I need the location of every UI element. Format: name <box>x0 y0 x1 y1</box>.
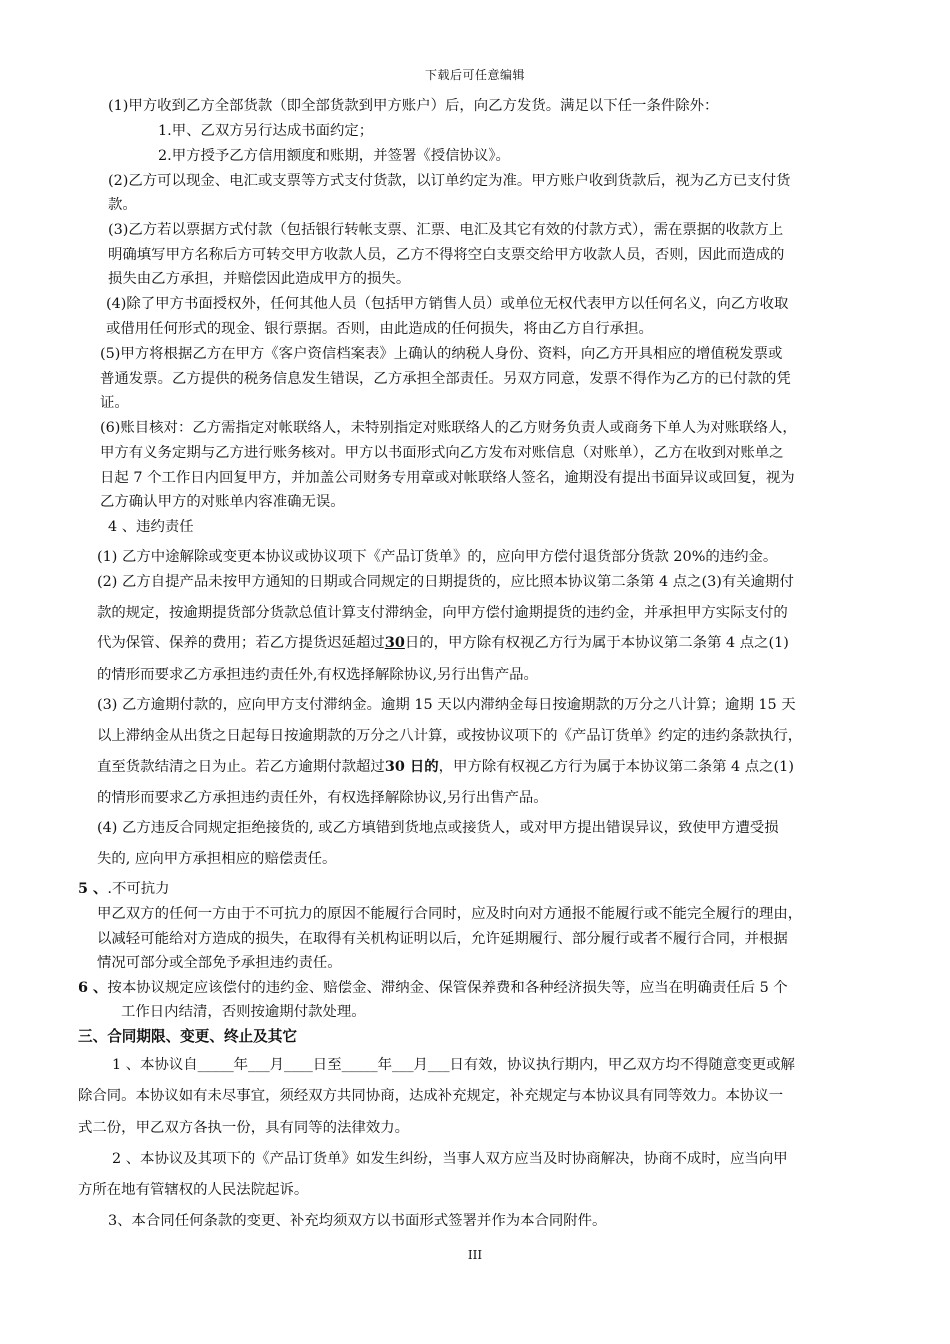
clause-line: (6)账目核对：乙方需指定对帐联络人，未特别指定对账联络人的乙方财务负责人或商务下单人为对账联络人， <box>100 420 797 436</box>
clause-line: 损失由乙方承担，并赔偿因此造成甲方的损失。 <box>108 271 411 287</box>
clause-line: (4) 乙方违反合同规定拒绝接货的, 或乙方填错到货地点或接货人，或对甲方提出错误异议，致使甲方遭受损 <box>97 820 779 836</box>
page-number: III <box>467 1248 483 1262</box>
chapter-heading: 三、合同期限、变更、终止及其它 <box>78 1028 297 1045</box>
clause-line: 1 、本协议自_____年___月____日至_____年___月___日有效，协议执行期内，甲乙双方均不得随意变更或解 <box>112 1057 795 1073</box>
clause-line: 除合同。本协议如有未尽事宜，须经双方共同协商，达成补充规定，补充规定与本协议具有同等效力。本协议一 <box>78 1088 784 1104</box>
clause-line: 款。 <box>108 197 137 213</box>
clause-line: 款的规定，按逾期提货部分货款总值计算支付滞纳金，向甲方偿付逾期提货的违约金，并承担甲方实际支付的 <box>97 605 788 621</box>
clause-line: 式二份，甲乙双方各执一份，具有同等的法律效力。 <box>78 1120 409 1136</box>
clause-line: 日起 7 个工作日内回复甲方，并加盖公司财务专用章或对帐联络人签名，逾期没有提出书面异议或回复，视为 <box>100 470 795 486</box>
overdue-days-emphasis: 30 日的 <box>384 758 439 775</box>
clause-line: (1) 乙方中途解除或变更本协议或协议项下《产品订货单》的，应向甲方偿付退货部分货款 20%的违约金。 <box>97 549 778 565</box>
clause-line: (3)乙方若以票据方式付款（包括银行转帐支票、汇票、电汇及其它有效的付款方式），需在票据的收款方上 <box>108 222 784 238</box>
clause-line: (2)乙方可以现金、电汇或支票等方式支付货款，以订单约定为准。甲方账户收到货款后，视为乙方已支付货 <box>108 173 791 189</box>
overdue-days-emphasis: 30 <box>384 634 405 651</box>
clause-line: 3、本合同任何条款的变更、补充均须双方以书面形式签署并作为本合同附件。 <box>108 1213 607 1229</box>
clause-line: 甲方有义务定期与乙方进行账务核对。甲方以书面形式向乙方发布对账信息（对账单），乙方在收到对账单之 <box>100 445 784 461</box>
section-heading: 5 、.不可抗力 <box>78 880 170 897</box>
clause-line: 6 、按本协议规定应该偿付的违约金、赔偿金、滞纳金、保管保养费和各种经济损失等，应当在明确责任后 5 个 <box>78 979 788 996</box>
clause-line: (3) 乙方逾期付款的，应向甲方支付滞纳金。逾期 15 天以内滞纳金每日按逾期款的万分之八计算；逾期 15 天 <box>97 697 796 713</box>
clause-line: 乙方确认甲方的对账单内容准确无误。 <box>100 494 345 510</box>
clause-line: 方所在地有管辖权的人民法院起诉。 <box>78 1182 309 1198</box>
clause-line: 1.甲、乙双方另行达成书面约定； <box>158 123 374 139</box>
clause-line: (2) 乙方自提产品未按甲方通知的日期或合同规定的日期提货的，应比照本协议第二条第 4 点之(3)有关逾期付 <box>97 574 794 590</box>
clause-line: (1)甲方收到乙方全部货款（即全部货款到甲方账户）后，向乙方发货。满足以下任一条件除外： <box>108 98 719 114</box>
clause-line: 工作日内结清，否则按逾期付款处理。 <box>121 1004 366 1020</box>
clause-line: 普通发票。乙方提供的税务信息发生错误，乙方承担全部责任。另双方同意，发票不得作为乙方的已付款的凭 <box>100 371 791 387</box>
page-header-note: 下载后可任意编辑 <box>424 68 525 82</box>
clause-line: 明确填写甲方名称后方可转交甲方收款人员，乙方不得将空白支票交给甲方收款人员，否则，因此而造成的 <box>108 247 785 263</box>
clause-line: (5)甲方将根据乙方在甲方《客户资信档案表》上确认的纳税人身份、资料，向乙方开具相应的增值税发票或 <box>100 346 783 362</box>
clause-line: 甲乙双方的任何一方由于不可抗力的原因不能履行合同时，应及时向对方通报不能履行或不能完全履行的理由， <box>97 906 803 922</box>
clause-line: 2 、本协议及其项下的《产品订货单》如发生纠纷，当事人双方应当及时协商解决，协商不成时，应当向甲 <box>112 1151 788 1167</box>
clause-line: 2.甲方授予乙方信用额度和账期，并签署《授信协议》。 <box>158 148 510 164</box>
clause-line: 直至货款结清之日为止。若乙方逾期付款超过30 日的，甲方除有权视乙方行为属于本协议第二条第 4 点之(1) <box>97 758 794 775</box>
clause-line: 或借用任何形式的现金、银行票据。否则，由此造成的任何损失，将由乙方自行承担。 <box>106 321 653 337</box>
clause-line: 以减轻可能给对方造成的损失，在取得有关机构证明以后，允许延期履行、部分履行或者不履行合同，并根据 <box>97 931 788 947</box>
clause-line: 证。 <box>100 395 129 411</box>
clause-line: 代为保管、保养的费用；若乙方提货迟延超过30日的，甲方除有权视乙方行为属于本协议第二条第 4 点之(1) <box>97 634 789 651</box>
clause-line: 的情形而要求乙方承担违约责任外，有权选择解除协议,另行出售产品。 <box>97 790 548 806</box>
clause-line: 情况可部分或全部免予承担违约责任。 <box>97 955 342 971</box>
section-heading: 4 、违约责任 <box>108 519 194 535</box>
clause-line: 以上滞纳金从出货之日起每日按逾期款的万分之八计算，或按协议项下的《产品订货单》约定的违约条款执行， <box>97 728 803 744</box>
clause-line: 的情形而要求乙方承担违约责任外,有权选择解除协议,另行出售产品。 <box>97 667 538 683</box>
clause-line: (4)除了甲方书面授权外，任何其他人员（包括甲方销售人员）或单位无权代表甲方以任何名义，向乙方收取 <box>106 296 789 312</box>
clause-line: 失的, 应向甲方承担相应的赔偿责任。 <box>97 851 337 867</box>
